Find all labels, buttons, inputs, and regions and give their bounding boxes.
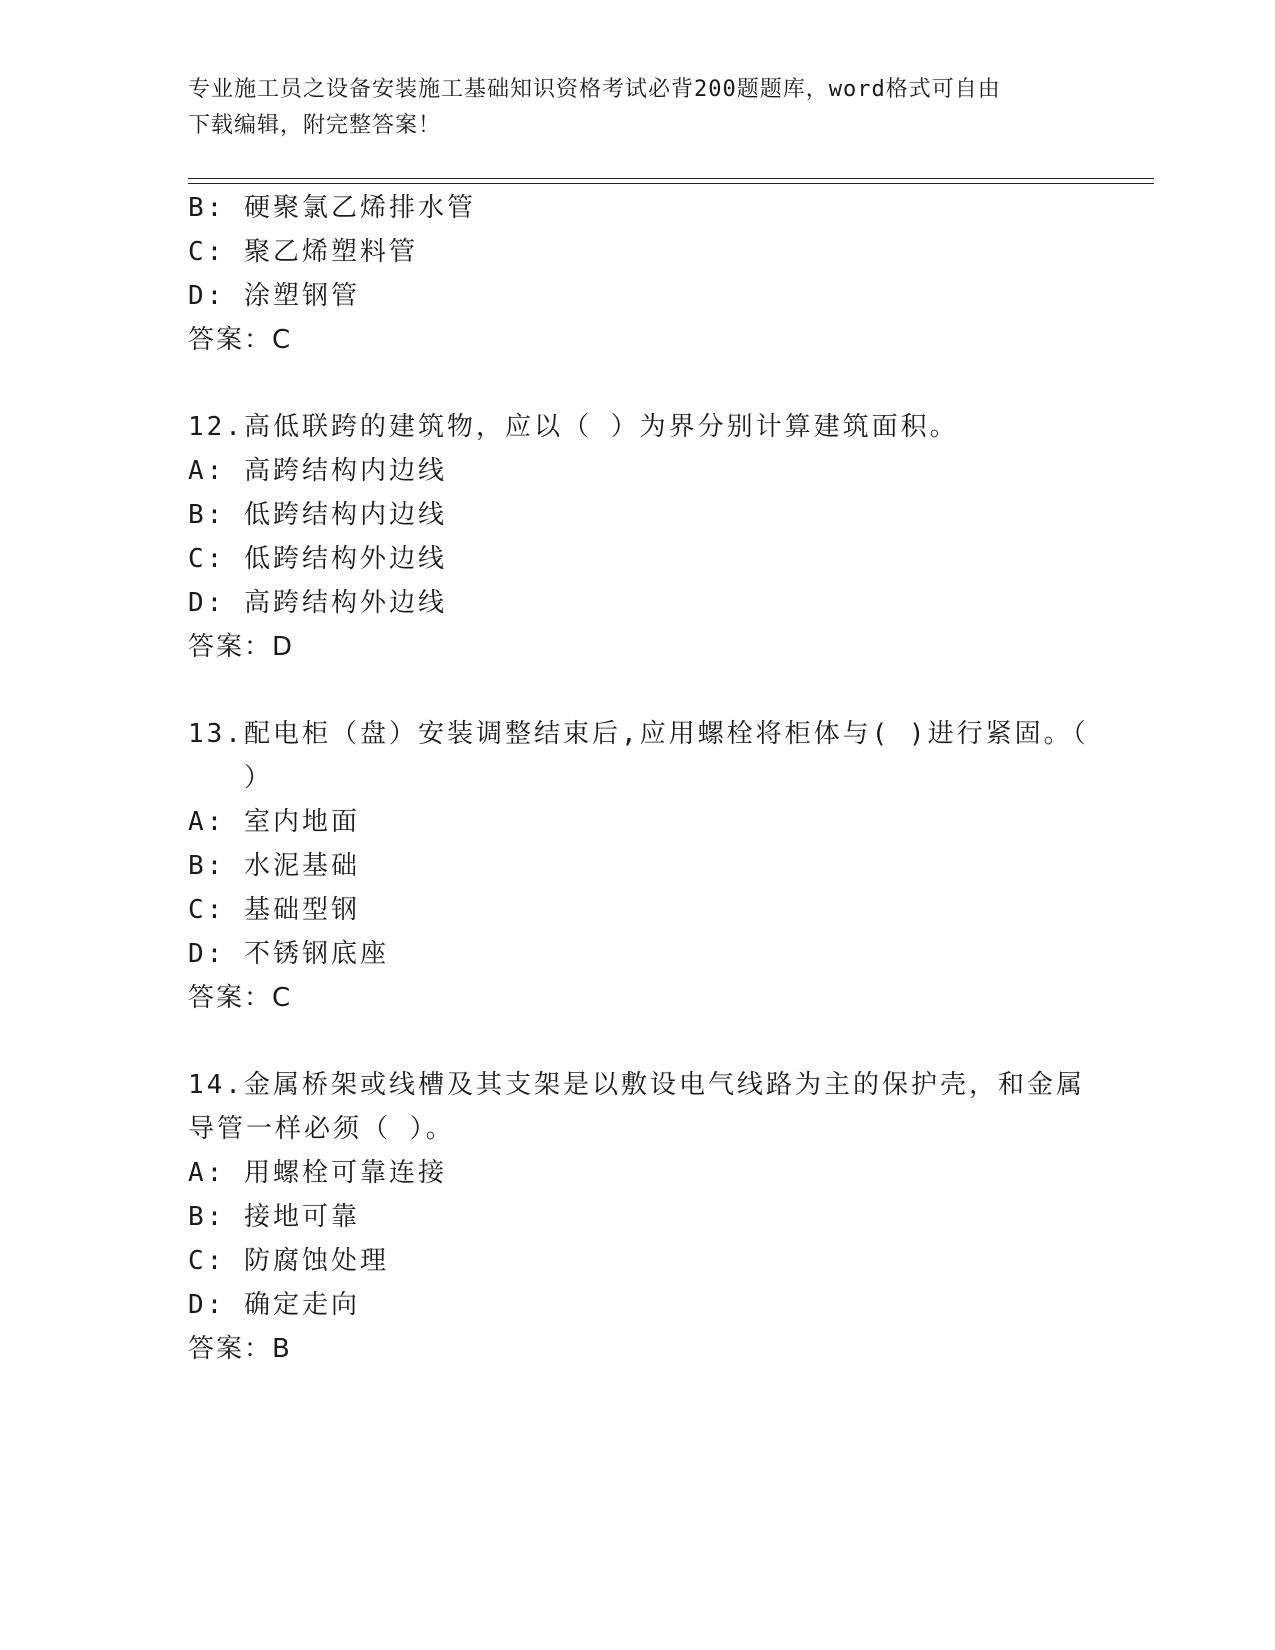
q11-option-c: C: 聚乙烯塑料管 [188, 237, 418, 267]
q11-option-b: B: 硬聚氯乙烯排水管 [188, 193, 476, 223]
header-divider-bottom [188, 183, 1154, 184]
q14-question-line-2: 导管一样必须（ ）。 [188, 1114, 455, 1144]
q13-option-b: B: 水泥基础 [188, 851, 360, 881]
q13-option-c: C: 基础型钢 [188, 895, 360, 925]
q14-option-b: B: 接地可靠 [188, 1202, 360, 1232]
q14-option-a: A: 用螺栓可靠连接 [188, 1158, 447, 1188]
q12-option-d: D: 高跨结构外边线 [188, 588, 447, 618]
q13-option-a: A: 室内地面 [188, 807, 360, 837]
q13-option-d: D: 不锈钢底座 [188, 939, 389, 969]
q12-option-b: B: 低跨结构内边线 [188, 500, 447, 530]
q14-option-c: C: 防腐蚀处理 [188, 1246, 389, 1276]
header-line-1: 专业施工员之设备安装施工基础知识资格考试必背200题题库，word格式可自由 [188, 77, 1001, 102]
q13-question-line-2: ） [188, 763, 273, 793]
q12-option-c: C: 低跨结构外边线 [188, 544, 447, 574]
q12-option-a: A: 高跨结构内边线 [188, 456, 447, 486]
q13-answer: 答案：C [188, 983, 293, 1013]
q11-answer: 答案：C [188, 325, 293, 355]
header-divider-top [188, 178, 1154, 179]
q14-answer: 答案：B [188, 1334, 292, 1364]
q14-question-line-1: 14.金属桥架或线槽及其支架是以敷设电气线路为主的保护壳，和金属 [188, 1070, 1085, 1100]
header-line-2: 下载编辑，附完整答案！ [188, 113, 442, 138]
document-header [188, 72, 1068, 144]
q13-question-line-1: 13.配电柜（盘）安装调整结束后,应用螺栓将柜体与( )进行紧固。（ [188, 719, 1089, 749]
q11-option-d: D: 涂塑钢管 [188, 281, 360, 311]
q12-answer: 答案：D [188, 632, 295, 662]
q12-question: 12.高低联跨的建筑物，应以（ ）为界分别计算建筑面积。 [188, 412, 959, 442]
q14-option-d: D: 确定走向 [188, 1290, 360, 1320]
